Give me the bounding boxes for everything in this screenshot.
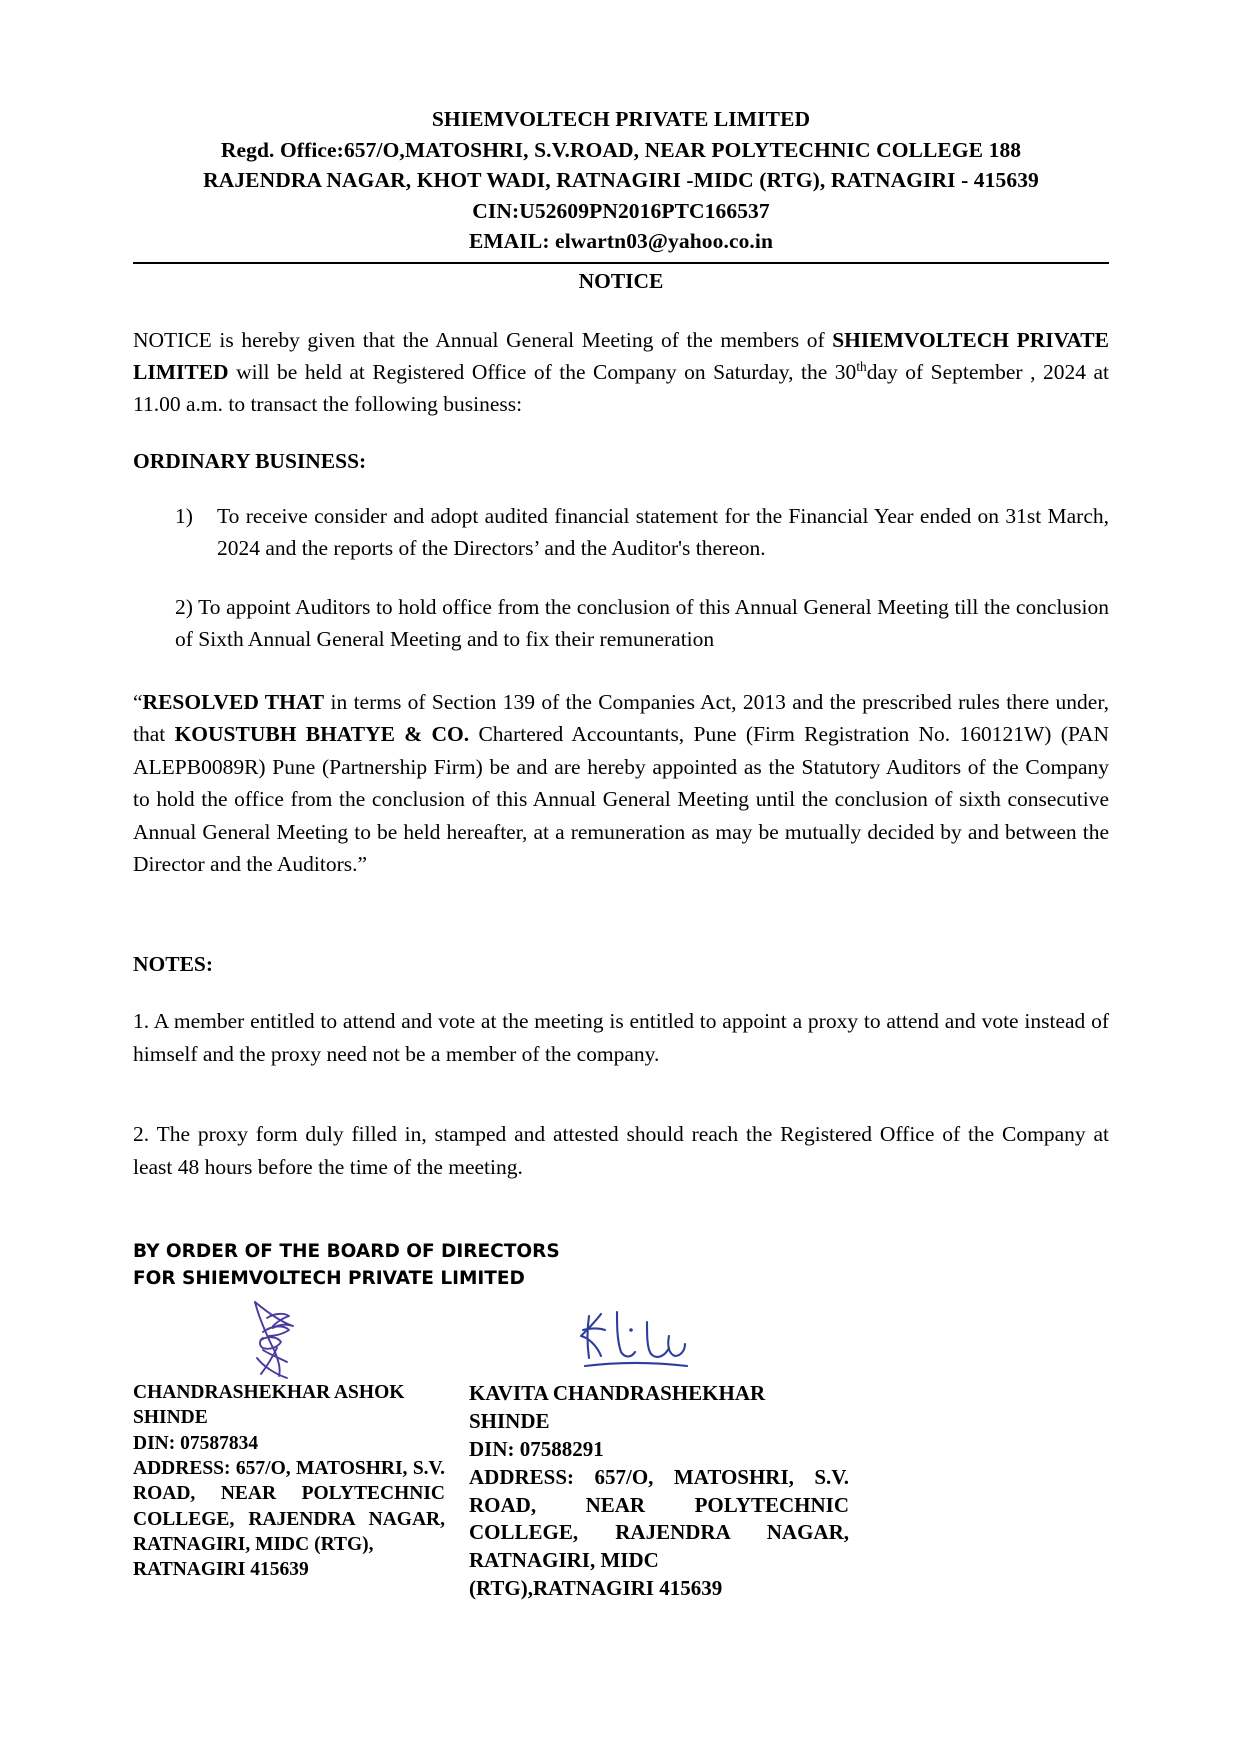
resolved-that-bold: RESOLVED THAT <box>142 689 325 714</box>
intro-text-part-1: NOTICE is hereby given that the Annual General Meeting of the members of <box>133 327 833 352</box>
ordinary-business-heading-colon: : <box>359 448 367 473</box>
letterhead <box>133 104 1109 257</box>
company-email: EMAIL: elwartn03@yahoo.co.in <box>468 229 774 254</box>
ordinary-business-heading <box>133 449 1109 474</box>
resolution-text-part-2: Chartered Accountants, Pune (Firm Registration No. 160121W) (PAN ALEPB0089R) Pune (Partnership Firm) be and are hereby appointed as the Statutory Auditors of the Company to hold the office from the conclusion of this Annual General Meeting until the conclusion of sixth consecutive Annual General Meeting to be held hereafter, at a remuneration as may be mutually decided by and between the Director and the Auditors.” <box>133 722 1109 877</box>
signatory-din: DIN: 07587834 <box>133 1432 259 1454</box>
notes-heading: NOTES: <box>133 952 214 977</box>
note-item-2: 2. The proxy form duly filled in, stamped and attested should reach the Registered Office of the Company at least 48 hours before the time of the meeting. <box>133 1122 1109 1179</box>
signature-kavita-icon <box>573 1300 713 1380</box>
ordinary-business-list <box>133 500 1109 656</box>
header-divider <box>133 262 1109 264</box>
notice-title: NOTICE <box>578 268 664 293</box>
resolution-open-quote: “ <box>133 689 143 714</box>
company-name: SHIEMVOLTECH PRIVATE LIMITED <box>431 107 811 131</box>
signature-area <box>133 1298 1109 1380</box>
company-address-line-2: RAJENDRA NAGAR, KHOT WADI, RATNAGIRI -MIDC (RTG), RATNAGIRI - 415639 <box>203 168 1039 193</box>
signatory-block-right <box>469 1380 849 1603</box>
resolution-paragraph <box>133 686 1109 881</box>
auditor-firm-bold: KOUSTUBH BHATYE & CO. <box>174 722 470 747</box>
company-cin: CIN:U52609PN2016PTC166537 <box>472 198 770 223</box>
list-item <box>175 591 1109 656</box>
intro-text-part-3: day of September , 2024 at 11.00 a.m. to transact the following business: <box>133 360 1109 417</box>
document-content <box>133 104 1109 1601</box>
board-order-line-2: FOR SHIEMVOLTECH PRIVATE LIMITED <box>133 1267 525 1289</box>
list-item-text: To receive consider and adopt audited financial statement for the Financial Year ended on 31st March, 2024 and the reports of the Directors’ and the Auditor's thereon. <box>217 503 1109 561</box>
signatory-din: DIN: 07588291 <box>469 1436 604 1461</box>
signatory-address: ADDRESS: 657/O, MATOSHRI, S.V. ROAD, NEAR POLYTECHNIC COLLEGE, RAJENDRA NAGAR, RATNAGIRI, MIDC (RTG), <box>133 1457 445 1555</box>
list-item-marker: 1) <box>175 503 193 528</box>
resolution-text-part-1: in terms of Section 139 of the Companies Act, 2013 and the prescribed rules there under, that <box>133 689 1109 747</box>
list-item-text: To appoint Auditors to hold office from the conclusion of this Annual General Meeting till the conclusion of Sixth Annual General Meeting and to fix their remuneration <box>175 594 1109 652</box>
note-item-1: 1. A member entitled to attend and vote at the meeting is entitled to appoint a proxy to attend and vote instead of himself and the proxy need not be a member of the company. <box>133 1009 1109 1066</box>
signatory-address-last-line: (RTG),RATNAGIRI 415639 <box>469 1576 723 1601</box>
signatory-block-left <box>133 1380 445 1583</box>
signatory-address-last-line: RATNAGIRI 415639 <box>133 1559 309 1581</box>
notice-intro-paragraph <box>133 324 1109 421</box>
signatory-name: CHANDRASHEKHAR ASHOK SHINDE <box>133 1381 405 1429</box>
intro-text-part-2: will be held at Registered Office of the Company on Saturday, the 30 <box>228 360 857 385</box>
company-address-line-1: Regd. Office:657/O,MATOSHRI, S.V.ROAD, NEAR POLYTECHNIC COLLEGE 188 <box>220 137 1022 162</box>
intro-ordinal-suffix: th <box>856 358 867 374</box>
intro-company-bold: SHIEMVOLTECH PRIVATE LIMITED <box>133 327 1109 385</box>
signature-chandrashekhar-icon <box>233 1292 353 1382</box>
board-order-block <box>133 1239 1109 1292</box>
list-item-marker: 2) <box>175 594 193 619</box>
signatory-name: KAVITA CHANDRASHEKHAR SHINDE <box>469 1380 766 1433</box>
signatory-address: ADDRESS: 657/O, MATOSHRI, S.V. ROAD, NEAR POLYTECHNIC COLLEGE, RAJENDRA NAGAR, RATNAGIRI, MIDC <box>469 1464 849 1573</box>
list-item <box>175 500 1109 565</box>
ordinary-business-heading-text: ORDINARY BUSINESS <box>133 448 360 473</box>
board-order-line-1: BY ORDER OF THE BOARD OF DIRECTORS <box>133 1241 560 1263</box>
